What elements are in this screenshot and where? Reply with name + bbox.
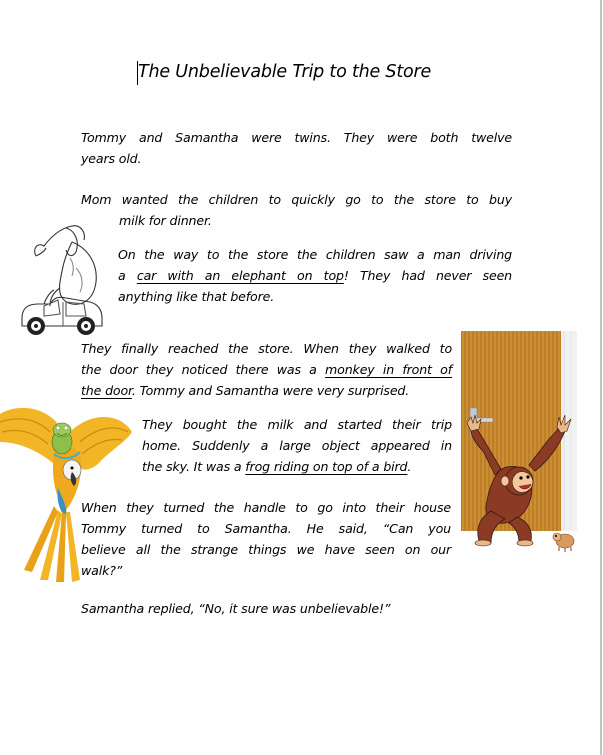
paragraph-6[interactable] bbox=[81, 497, 451, 581]
monkey-door-icon bbox=[461, 331, 581, 557]
underlined-phrase: car with an elephant on top bbox=[136, 268, 344, 283]
text-line: the door. Tommy and Samantha were very surprised. bbox=[81, 383, 410, 398]
monkey-at-door-illustration bbox=[461, 331, 581, 557]
document-title[interactable]: The Unbelievable Trip to the Store bbox=[138, 62, 432, 82]
text-line: walk?” bbox=[81, 563, 123, 578]
text-line: On the way to the store the children saw a man driving bbox=[118, 247, 512, 262]
text-line: years old. bbox=[81, 151, 142, 166]
underlined-phrase: monkey in front of bbox=[325, 362, 452, 377]
text-line: Tommy turned to Samantha. He said, “Can you bbox=[81, 521, 451, 536]
underlined-phrase: the door bbox=[81, 383, 132, 398]
paragraph-1[interactable] bbox=[81, 127, 512, 169]
text-line: They finally reached the store. When they walked to bbox=[81, 341, 452, 356]
text-line: Samantha replied, “No, it sure was unbelievable!” bbox=[81, 601, 391, 616]
paragraph-5[interactable] bbox=[142, 414, 452, 477]
paragraph-2[interactable] bbox=[81, 189, 512, 231]
page-edge-scrollbar bbox=[600, 0, 602, 755]
elephant-on-car-illustration bbox=[14, 218, 110, 340]
text-line: When they turned the handle to go into their house bbox=[81, 500, 451, 515]
text-line: anything like that before. bbox=[118, 289, 275, 304]
text-line: They bought the milk and started their trip bbox=[142, 417, 452, 432]
text-line: the sky. It was a frog riding on top of a bird. bbox=[142, 459, 412, 474]
text-line: Tommy and Samantha were twins. They were both twelve bbox=[81, 130, 512, 145]
paragraph-4[interactable] bbox=[81, 338, 512, 401]
text-line: Mom wanted the children to quickly go to the store to buy bbox=[81, 192, 512, 207]
text-line: believe all the strange things we have seen on our bbox=[81, 542, 451, 557]
text-line: milk for dinner. bbox=[119, 213, 212, 228]
paragraph-7[interactable] bbox=[81, 598, 512, 619]
text-line: home. Suddenly a large object appeared in bbox=[142, 438, 452, 453]
elephant-car-icon bbox=[14, 218, 110, 340]
text-line: a car with an elephant on top! They had never seen bbox=[118, 268, 513, 283]
underlined-phrase: frog riding on top of a bird bbox=[245, 459, 408, 474]
text-line: the door they noticed there was a monkey in front of bbox=[81, 362, 452, 377]
paragraph-3[interactable] bbox=[118, 244, 512, 307]
